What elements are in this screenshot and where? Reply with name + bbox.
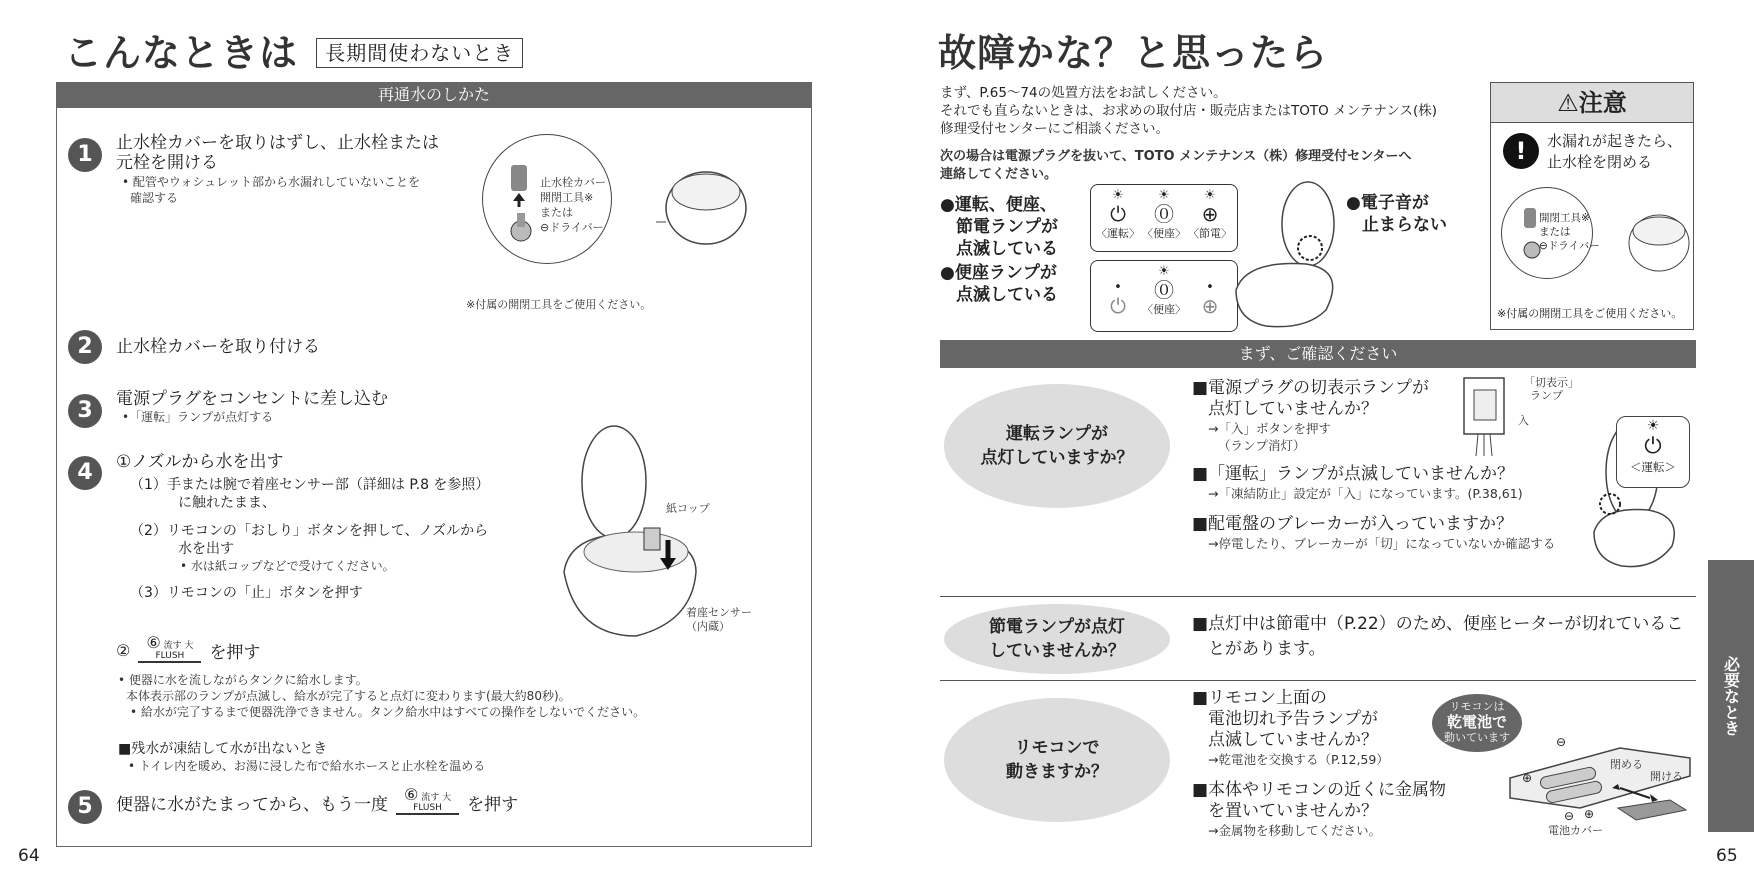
battery-bubble-line-2: 乾電池で — [1446, 713, 1507, 731]
step-4-text: ①ノズルから水を出す — [116, 452, 284, 472]
toilet-illustration-2 — [1226, 180, 1346, 330]
tool-label: 開閉工具※ — [540, 191, 594, 204]
lamp-operation-label: 〈運転〉 — [1096, 227, 1140, 240]
check-3-q2-line-1: ■本体やリモコンの近くに金属物 — [1192, 780, 1447, 800]
step-5-number: 5 — [68, 790, 102, 824]
check-1-a1-line-2: （ランプ消灯） — [1218, 438, 1306, 453]
step-4-part2-suffix: を押す — [209, 643, 261, 663]
intro-text — [940, 84, 1437, 138]
battery-cover-label: 電池カバー — [1548, 824, 1603, 837]
caution-or-label: または — [1539, 226, 1571, 238]
step-4-sub-2: （2）リモコンの「おしり」ボタンを押して、ノズルから — [130, 523, 489, 539]
case-3-text — [1346, 192, 1447, 236]
check-1-oval — [944, 384, 1170, 508]
step-1-note-2: 確認する — [130, 191, 179, 205]
check-2-oval — [944, 604, 1170, 674]
check-3-q1-line-1: ■リモコン上面の — [1192, 688, 1328, 708]
case-1-text — [940, 194, 1058, 260]
lamp-seat-label: 〈便座〉 — [1142, 227, 1186, 240]
caution-line-2: 止水栓を閉める — [1547, 153, 1653, 171]
check-1-a1-line-1: →「入」ボタンを押す — [1208, 421, 1331, 436]
lamp-eco-label: 〈節電〉 — [1188, 227, 1232, 240]
lamp-eco: ☀ ⊕ 〈節電〉 — [1188, 188, 1232, 240]
flush-button-icon: ⑥ 流す 大 FLUSH — [138, 638, 201, 663]
freeze-note: • トイレ内を暖め、お湯に浸した布で給水ホースと止水栓を温める — [128, 759, 486, 773]
check-1-a3: →停電したり、ブレーカーが「切」になっていないか確認する — [1208, 536, 1556, 551]
check-3-oval-line-1: リモコンで — [1014, 738, 1100, 758]
step-1-notes — [122, 174, 420, 206]
check-1-q2: ■「運転」ランプが点滅していませんか？ — [1192, 464, 1515, 484]
divider-1 — [940, 596, 1696, 597]
step-2-text: 止水栓カバーを取り付ける — [116, 337, 320, 357]
step-4-sub-1b: に触れたまま、 — [178, 495, 276, 511]
lamp-seat-label-2: 〈便座〉 — [1142, 303, 1186, 316]
caution-footnote: ※付属の開閉工具をご使用ください。 — [1497, 307, 1683, 320]
lamp-seat-on: ☀ ⓪ 〈便座〉 — [1142, 264, 1186, 316]
step-5-suffix: を押す — [467, 795, 519, 815]
case-2-line-2: 点滅している — [956, 285, 1058, 305]
step-4-sub-1: （1）手または腕で着座センサー部（詳細は P.8 を参照） — [130, 477, 490, 493]
remote-operation-label: ＜運転＞ — [1630, 460, 1676, 474]
flush-label-top-2: 流す 大 — [421, 793, 452, 803]
right-section-bar: まず、ご確認ください — [940, 340, 1696, 368]
flush-label-bottom: FLUSH — [155, 651, 185, 661]
intro-line-2: それでも直らないときは、お求めの取付店・販売店またはTOTO メンテナンス(株) — [940, 103, 1437, 119]
caution-line-1: 水漏れが起きたら、 — [1547, 132, 1683, 150]
check-1-oval-line-1: 運転ランプが — [1006, 424, 1108, 444]
step-5-text — [116, 785, 519, 815]
svg-text:⊕: ⊕ — [1584, 807, 1595, 821]
check-2-oval-line-2: していませんか？ — [989, 641, 1125, 661]
case-2-line-1: ●便座ランプが — [940, 263, 1057, 283]
check-1-q1-line-1: ■電源プラグの切表示ランプが — [1192, 378, 1430, 398]
illus1-footnote: ※付属の開閉工具をご使用ください。 — [466, 298, 652, 311]
check-2-q1-line-1: ■点灯中は節電中（P.22）のため、便座ヒーターが切れているこ — [1192, 614, 1684, 634]
step-4-subs — [130, 476, 489, 602]
left-page-title — [64, 22, 523, 77]
step-3-number: 3 — [68, 394, 102, 428]
flush-label-top: 流す 大 — [163, 641, 194, 651]
freeze-title: ■残水が凍結して水が出ないとき — [118, 741, 328, 757]
step-4-number: 4 — [68, 456, 102, 490]
flush-label-bottom-2: FLUSH — [413, 803, 442, 813]
step-5-prefix: 便器に水がたまってから、もう一度 — [116, 795, 388, 815]
check-3-a1: →乾電池を交換する（P.12,59） — [1208, 752, 1389, 767]
check-3-a2: →金属物を移動してください。 — [1208, 823, 1381, 838]
left-title-text: こんなときは — [64, 31, 299, 75]
part2-note-2: 本体表示部のランプが点滅し、給水が完了すると点灯に変わります(最大約80秒)。 — [126, 689, 571, 703]
case-1-line-3: 点滅している — [956, 239, 1058, 259]
battery-bubble-line-1: リモコンは — [1449, 700, 1505, 713]
check-2-items — [1192, 614, 1683, 660]
cup-label: 紙コップ — [666, 502, 710, 515]
check-3-q2-line-2: を置いていませんか？ — [1208, 801, 1378, 821]
page-number-left: 64 — [18, 846, 40, 866]
lamp-operation: ☀ ⏻ 〈運転〉 — [1096, 188, 1140, 240]
svg-text:⊖: ⊖ — [1564, 809, 1575, 823]
step-1-number: 1 — [68, 138, 102, 172]
unplug-line-1: 次の場合は電源プラグを抜いて、TOTO メンテナンス（株）修理受付センターへ — [940, 149, 1412, 164]
step-4-sub-3: （3）リモコンの「止」ボタンを押す — [130, 585, 363, 601]
sensor-label — [686, 606, 752, 634]
seat-icon: ⓪ — [1154, 202, 1174, 226]
case-3-line-1: ●電子音が — [1346, 193, 1429, 213]
battery-bubble-line-3: 動いています — [1444, 731, 1510, 744]
check-2-oval-line-1: 節電ランプが点灯 — [989, 617, 1125, 637]
toilet-illustration-1 — [646, 162, 750, 254]
case-2-text — [940, 262, 1058, 306]
check-2-q1-line-2: とがあります。 — [1208, 639, 1326, 659]
step-3-note: •「運転」ランプが点灯する — [122, 410, 274, 424]
step-4-sub-2b: 水を出す — [178, 541, 234, 557]
check-3-items — [1192, 688, 1446, 839]
plug-label-1: 「切表示」 — [1524, 376, 1579, 389]
lamp-operation-off: • ⏻ — [1095, 281, 1141, 317]
caution-text — [1547, 131, 1682, 173]
seat-icon-on: ⓪ — [1154, 278, 1174, 302]
valve-cover-label: 止水栓カバー — [540, 176, 606, 189]
intro-line-3: 修理受付センターにご相談ください。 — [940, 121, 1169, 137]
caution-driver-label: ⊖ドライバー — [1539, 240, 1600, 252]
check-1-a2: →「凍結防止」設定が「入」になっています。(P.38,61) — [1208, 486, 1523, 501]
right-page-title: 故障かな？と思ったら — [938, 31, 1329, 75]
lamp-panel-seat-blinking — [1090, 260, 1238, 332]
plug-outlet-illustration — [1462, 376, 1512, 456]
flush-button-icon-2: ⑥ 流す 大 FLUSH — [396, 790, 459, 815]
remote-operation-panel: ☀ ⏻ ＜運転＞ — [1616, 416, 1690, 488]
check-1-q1-line-2: 点灯していませんか？ — [1208, 399, 1378, 419]
unplug-line-2: 連絡してください。 — [940, 167, 1058, 182]
power-icon-off: ⏻ — [1110, 294, 1126, 318]
case-1-line-2: 節電ランプが — [956, 217, 1058, 237]
left-section-bar: 再通水のしかた — [56, 82, 812, 108]
step-4-part2-notes — [118, 672, 645, 720]
svg-text:⊕: ⊕ — [1522, 771, 1533, 785]
plug-arrow-label: 入 — [1518, 414, 1529, 427]
lamp-panel-all-blinking — [1090, 184, 1238, 252]
battery-close-label: 閉める — [1610, 758, 1643, 771]
left-title-box: 長期間使わないとき — [316, 38, 523, 68]
leaf-icon: ⊕ — [1201, 202, 1219, 226]
page-number-right: 65 — [1716, 846, 1738, 866]
divider-2 — [940, 680, 1696, 681]
intro-line-1: まず、P.65～74の処置方法をお試しください。 — [940, 85, 1227, 101]
step-1-note-1: • 配管やウォシュレット部から水漏れしていないことを — [122, 175, 421, 189]
case-3-line-2: 止まらない — [1362, 215, 1447, 235]
step-1-text — [116, 133, 439, 173]
remote-power-icon: ⏻ — [1644, 434, 1662, 459]
or-label: または — [540, 206, 573, 219]
part2-note-1: • 便器に水を流しながらタンクに給水します。 — [118, 673, 368, 687]
lamp-seat: ☀ ⓪ 〈便座〉 — [1142, 188, 1186, 240]
step-1-line-2: 元栓を開ける — [116, 153, 218, 173]
check-3-oval — [944, 698, 1170, 822]
battery-open-label: 開ける — [1650, 770, 1683, 783]
exclamation-icon: ! — [1503, 133, 1539, 169]
plug-label-2: ランプ — [1530, 389, 1563, 402]
caution-box — [1490, 82, 1694, 330]
check-3-q1-line-3: 点滅していませんか？ — [1208, 730, 1378, 750]
valve-labels — [540, 175, 606, 235]
caution-toilet-icon — [1615, 207, 1691, 277]
check-3-oval-line-2: 動きますか？ — [1006, 762, 1108, 782]
step-4-part2 — [116, 633, 261, 663]
caution-labels — [1539, 211, 1600, 253]
part2-note-3: • 給水が完了するまで便器洗浄できません。タンク給水中はすべての操作をしないでください。 — [130, 705, 646, 719]
caution-tool-label: 開閉工具※ — [1539, 212, 1590, 224]
check-1-q3: ■配電盤のブレーカーが入っていますか？ — [1192, 514, 1514, 534]
side-tab[interactable]: 必要なとき — [1708, 560, 1754, 832]
sensor-label-1: 着座センサー — [686, 606, 752, 619]
step-4-sub-2-note: • 水は紙コップなどで受けてください。 — [180, 559, 395, 573]
check-1-oval-line-2: 点灯していますか？ — [980, 448, 1134, 468]
leaf-icon-off: ⊕ — [1201, 294, 1219, 318]
step-3-text: 電源プラグをコンセントに差し込む — [116, 389, 388, 409]
sensor-label-2: （内蔵） — [686, 620, 730, 633]
case-1-line-1: ●運転、便座、 — [940, 195, 1057, 215]
plug-label — [1524, 376, 1579, 402]
check-3-q1-line-2: 電池切れ予告ランプが — [1208, 709, 1378, 729]
lamp-eco-off: • ⊕ — [1187, 281, 1233, 317]
caution-title: ⚠注意 — [1491, 83, 1693, 123]
svg-text:⊖: ⊖ — [1556, 735, 1567, 749]
driver-label: ⊖ドライバー — [540, 221, 604, 234]
step-2-number: 2 — [68, 330, 102, 364]
unplug-note — [940, 148, 1412, 184]
power-icon: ⏻ — [1110, 202, 1126, 226]
step-1-line-1: 止水栓カバーを取りはずし、止水栓または — [116, 133, 439, 153]
step-4-part2-prefix: ② — [116, 641, 131, 660]
